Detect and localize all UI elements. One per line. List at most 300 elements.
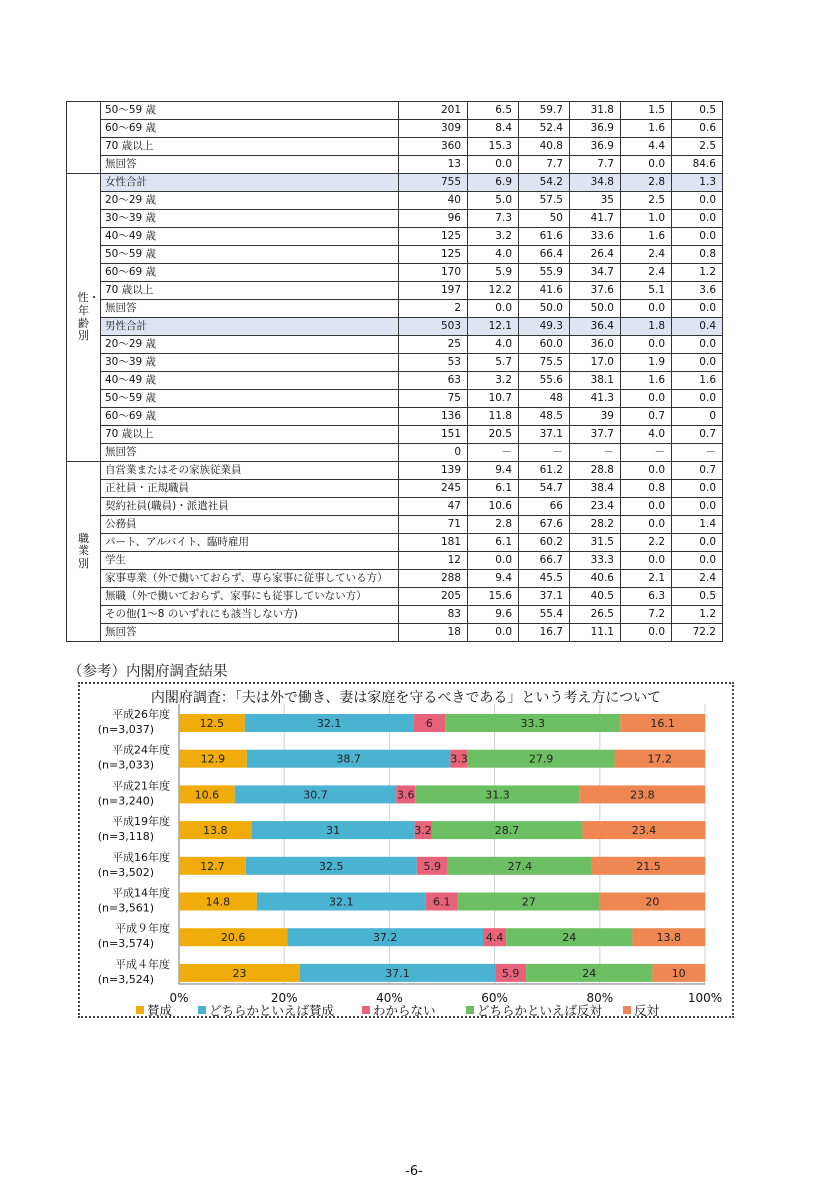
row-value: 55.4 bbox=[519, 606, 570, 624]
row-value: 170 bbox=[399, 264, 468, 282]
bar-data-label: 12.5 bbox=[199, 717, 225, 730]
reference-chart-box bbox=[78, 682, 734, 1018]
table-row bbox=[67, 552, 723, 570]
bar-data-label: 23.8 bbox=[630, 788, 655, 802]
row-value: 10.6 bbox=[468, 498, 519, 516]
row-value: 0.0 bbox=[672, 192, 723, 210]
row-value: 0.0 bbox=[672, 498, 723, 516]
table-row bbox=[67, 480, 723, 498]
bar-data-label: 30.7 bbox=[303, 788, 328, 802]
row-value: 181 bbox=[399, 534, 468, 552]
category-label: 平成16年度 bbox=[112, 850, 170, 864]
row-value: 8.4 bbox=[468, 120, 519, 138]
row-label: 自営業またはその家族従業員 bbox=[101, 462, 399, 480]
row-value: 151 bbox=[399, 426, 468, 444]
sample-size-label: (n=3,561) bbox=[97, 901, 154, 915]
row-value: 37.6 bbox=[570, 282, 621, 300]
table-row bbox=[67, 336, 723, 354]
row-value: 71 bbox=[399, 516, 468, 534]
row-value: 0.7 bbox=[672, 462, 723, 480]
row-label: 30～39 歳 bbox=[101, 210, 399, 228]
table-row bbox=[67, 246, 723, 264]
row-value: 45.5 bbox=[519, 570, 570, 588]
bar-data-label: 23 bbox=[232, 966, 247, 980]
table-row bbox=[67, 102, 723, 120]
row-value: 66.4 bbox=[519, 246, 570, 264]
bar-data-label: 20 bbox=[645, 895, 660, 909]
row-value: 34.7 bbox=[570, 264, 621, 282]
row-value: 197 bbox=[399, 282, 468, 300]
bar-data-label: 27.4 bbox=[507, 859, 533, 873]
row-value: 3.6 bbox=[672, 282, 723, 300]
row-label: 男性合計 bbox=[101, 318, 399, 336]
table-row bbox=[67, 372, 723, 390]
table-row bbox=[67, 570, 723, 588]
row-value: 0.0 bbox=[621, 300, 672, 318]
row-value: 36.0 bbox=[570, 336, 621, 354]
row-value: 55.9 bbox=[519, 264, 570, 282]
row-value: 0.0 bbox=[672, 480, 723, 498]
group-label bbox=[67, 174, 101, 462]
row-value: 50.0 bbox=[570, 300, 621, 318]
category-label: 平成21年度 bbox=[112, 779, 170, 793]
table-row bbox=[67, 534, 723, 552]
row-value: 38.1 bbox=[570, 372, 621, 390]
row-value: 40 bbox=[399, 192, 468, 210]
row-value: 57.5 bbox=[519, 192, 570, 210]
row-label: 70 歳以上 bbox=[101, 426, 399, 444]
row-value: 5.1 bbox=[621, 282, 672, 300]
row-label: 無回答 bbox=[101, 156, 399, 174]
bar-data-label: 12.7 bbox=[200, 859, 225, 873]
row-value: 0.0 bbox=[621, 336, 672, 354]
row-value: 0.0 bbox=[621, 156, 672, 174]
row-value: 72.2 bbox=[672, 624, 723, 642]
row-value: 0.8 bbox=[621, 480, 672, 498]
row-value: 2.2 bbox=[621, 534, 672, 552]
row-value: 1.0 bbox=[621, 210, 672, 228]
row-value: 1.6 bbox=[621, 120, 672, 138]
row-value: 40.6 bbox=[570, 570, 621, 588]
row-label: 50～59 歳 bbox=[101, 246, 399, 264]
row-value: 15.3 bbox=[468, 138, 519, 156]
row-value: 0.0 bbox=[468, 156, 519, 174]
bar-data-label: 32.1 bbox=[329, 895, 354, 909]
row-value: 6.9 bbox=[468, 174, 519, 192]
bar-data-label: 10 bbox=[671, 966, 686, 980]
row-value: 0.5 bbox=[672, 588, 723, 606]
legend-swatch bbox=[136, 1006, 144, 1014]
row-value: 5.0 bbox=[468, 192, 519, 210]
row-value: 0.4 bbox=[672, 318, 723, 336]
row-value: 40.5 bbox=[570, 588, 621, 606]
row-label: 無回答 bbox=[101, 624, 399, 642]
table-row bbox=[67, 426, 723, 444]
legend-swatch bbox=[623, 1006, 631, 1014]
row-value: 41.6 bbox=[519, 282, 570, 300]
row-label: 20～29 歳 bbox=[101, 192, 399, 210]
row-label: 正社員・正規職員 bbox=[101, 480, 399, 498]
row-value: 0.0 bbox=[672, 336, 723, 354]
row-value: 309 bbox=[399, 120, 468, 138]
row-value: 6.1 bbox=[468, 480, 519, 498]
row-value: 61.2 bbox=[519, 462, 570, 480]
row-value: － bbox=[468, 444, 519, 462]
row-value: 1.2 bbox=[672, 606, 723, 624]
row-value: 20.5 bbox=[468, 426, 519, 444]
row-value: 2.4 bbox=[621, 246, 672, 264]
row-label: 無回答 bbox=[101, 444, 399, 462]
legend-swatch bbox=[362, 1006, 370, 1014]
row-value: 53 bbox=[399, 354, 468, 372]
row-value: 96 bbox=[399, 210, 468, 228]
row-value: 1.6 bbox=[672, 372, 723, 390]
row-value: 47 bbox=[399, 498, 468, 516]
reference-heading: （参考）内閣府調査結果 bbox=[68, 664, 228, 680]
row-value: 55.6 bbox=[519, 372, 570, 390]
bar-data-label: 32.1 bbox=[316, 717, 342, 730]
row-value: 54.2 bbox=[519, 174, 570, 192]
row-value: 136 bbox=[399, 408, 468, 426]
row-value: 75 bbox=[399, 390, 468, 408]
row-value: 28.8 bbox=[570, 462, 621, 480]
row-value: 2 bbox=[399, 300, 468, 318]
row-value: － bbox=[621, 444, 672, 462]
category-label: 平成９年度 bbox=[115, 922, 170, 936]
row-value: 16.7 bbox=[519, 624, 570, 642]
row-value: 0.7 bbox=[672, 426, 723, 444]
row-label: 70 歳以上 bbox=[101, 138, 399, 156]
row-value: 1.4 bbox=[672, 516, 723, 534]
row-value: 201 bbox=[399, 102, 468, 120]
row-value: 63 bbox=[399, 372, 468, 390]
bar-data-label: 31.3 bbox=[485, 788, 510, 802]
sample-size-label: (n=3,240) bbox=[97, 794, 154, 808]
table-row bbox=[67, 606, 723, 624]
row-value: 50.0 bbox=[519, 300, 570, 318]
row-label: 60～69 歳 bbox=[101, 408, 399, 426]
table-row bbox=[67, 354, 723, 372]
row-value: 48 bbox=[519, 390, 570, 408]
row-value: 0 bbox=[399, 444, 468, 462]
table-row bbox=[67, 588, 723, 606]
bar-data-label: 6 bbox=[425, 717, 433, 730]
row-value: 0.0 bbox=[672, 210, 723, 228]
row-value: 49.3 bbox=[519, 318, 570, 336]
sample-size-label: (n=3,118) bbox=[97, 830, 154, 844]
row-value: 0.0 bbox=[621, 462, 672, 480]
row-label: 公務員 bbox=[101, 516, 399, 534]
row-value: 0.0 bbox=[621, 516, 672, 534]
x-tick-label: 20% bbox=[270, 991, 298, 1005]
bar-data-label: 37.1 bbox=[385, 966, 410, 980]
row-value: 40.8 bbox=[519, 138, 570, 156]
row-value: 35 bbox=[570, 192, 621, 210]
row-value: 37.1 bbox=[519, 426, 570, 444]
row-label: 60～69 歳 bbox=[101, 264, 399, 282]
row-value: 37.7 bbox=[570, 426, 621, 444]
row-value: 37.1 bbox=[519, 588, 570, 606]
row-value: 1.6 bbox=[621, 372, 672, 390]
sample-size-label: (n=3,502) bbox=[97, 865, 154, 879]
legend-label: わからない bbox=[373, 1003, 436, 1016]
bar-data-label: 20.6 bbox=[220, 931, 246, 945]
group-label-text: 職業別 bbox=[78, 531, 89, 570]
table-row bbox=[67, 444, 723, 462]
row-value: 0.0 bbox=[621, 624, 672, 642]
row-label: 契約社員(職員)・派遣社員 bbox=[101, 498, 399, 516]
row-value: 66.7 bbox=[519, 552, 570, 570]
row-value: 26.5 bbox=[570, 606, 621, 624]
row-value: 4.0 bbox=[621, 426, 672, 444]
row-value: 1.9 bbox=[621, 354, 672, 372]
row-label: 40～49 歳 bbox=[101, 228, 399, 246]
row-label: 40～49 歳 bbox=[101, 372, 399, 390]
bar-data-label: 3.6 bbox=[396, 788, 415, 802]
bar-data-label: 17.2 bbox=[647, 752, 673, 766]
row-value: 1.2 bbox=[672, 264, 723, 282]
category-label: 平成26年度 bbox=[112, 708, 170, 721]
row-value: 34.8 bbox=[570, 174, 621, 192]
row-value: 0.0 bbox=[468, 624, 519, 642]
bar-data-label: 27 bbox=[521, 895, 536, 909]
bar-data-label: 14.8 bbox=[205, 895, 231, 909]
row-value: 0.0 bbox=[672, 534, 723, 552]
row-value: 2.8 bbox=[621, 174, 672, 192]
row-value: 0.5 bbox=[672, 102, 723, 120]
table-row bbox=[67, 498, 723, 516]
row-value: 3.2 bbox=[468, 228, 519, 246]
row-value: 36.9 bbox=[570, 138, 621, 156]
bar-data-label: 31 bbox=[326, 824, 341, 838]
row-value: 0.0 bbox=[672, 552, 723, 570]
row-value: 755 bbox=[399, 174, 468, 192]
row-value: 11.1 bbox=[570, 624, 621, 642]
row-value: 9.4 bbox=[468, 570, 519, 588]
row-label: 60～69 歳 bbox=[101, 120, 399, 138]
survey-results-table bbox=[66, 101, 723, 642]
chart-title: 内閣府調査：「夫は外で働き、妻は家庭を守るべきである」という考え方について bbox=[150, 690, 662, 706]
bar-data-label: 5.9 bbox=[423, 859, 442, 873]
row-value: 125 bbox=[399, 228, 468, 246]
table-row bbox=[67, 390, 723, 408]
table-row bbox=[67, 462, 723, 480]
row-value: 0.0 bbox=[621, 498, 672, 516]
row-value: 33.6 bbox=[570, 228, 621, 246]
table-row bbox=[67, 120, 723, 138]
table-row bbox=[67, 624, 723, 642]
reference-stacked-bar-chart bbox=[80, 684, 732, 1016]
row-value: 0.0 bbox=[621, 390, 672, 408]
row-value: 0.6 bbox=[672, 120, 723, 138]
x-tick-label: 0% bbox=[169, 991, 189, 1005]
row-value: 503 bbox=[399, 318, 468, 336]
row-value: 60.2 bbox=[519, 534, 570, 552]
row-value: 48.5 bbox=[519, 408, 570, 426]
row-value: 31.8 bbox=[570, 102, 621, 120]
row-label: 家事専業（外で働いておらず、専ら家事に従事している方） bbox=[101, 570, 399, 588]
bar-data-label: 3.2 bbox=[414, 824, 432, 838]
row-value: 54.7 bbox=[519, 480, 570, 498]
row-value: 0.0 bbox=[672, 228, 723, 246]
table-row bbox=[67, 192, 723, 210]
row-value: 11.8 bbox=[468, 408, 519, 426]
row-value: 41.3 bbox=[570, 390, 621, 408]
row-value: 28.2 bbox=[570, 516, 621, 534]
row-label: その他(1～8 のいずれにも該当しない方) bbox=[101, 606, 399, 624]
legend-label: 反対 bbox=[634, 1003, 660, 1016]
bar-data-label: 10.6 bbox=[194, 788, 220, 802]
bar-data-label: 12.9 bbox=[200, 752, 226, 766]
row-value: 12.1 bbox=[468, 318, 519, 336]
row-value: 288 bbox=[399, 570, 468, 588]
bar-data-label: 13.8 bbox=[656, 931, 681, 945]
legend-label: どちらかといえば反対 bbox=[477, 1003, 603, 1016]
sample-size-label: (n=3,524) bbox=[97, 972, 154, 986]
bar-data-label: 13.8 bbox=[203, 824, 228, 838]
row-value: 9.4 bbox=[468, 462, 519, 480]
sample-size-label: (n=3,574) bbox=[97, 937, 154, 951]
row-value: 7.7 bbox=[519, 156, 570, 174]
category-label: 平成19年度 bbox=[112, 815, 170, 829]
row-value: 4.0 bbox=[468, 336, 519, 354]
bar-data-label: 21.5 bbox=[636, 859, 661, 873]
row-value: 360 bbox=[399, 138, 468, 156]
row-value: 9.6 bbox=[468, 606, 519, 624]
category-label: 平成24年度 bbox=[112, 743, 170, 757]
group-label-text: 性・年齢別 bbox=[77, 291, 100, 343]
row-value: 10.7 bbox=[468, 390, 519, 408]
bar-data-label: 27.9 bbox=[528, 752, 554, 766]
row-value: 0 bbox=[672, 408, 723, 426]
row-value: 0.0 bbox=[672, 300, 723, 318]
row-label: 女性合計 bbox=[101, 174, 399, 192]
category-label: 平成４年度 bbox=[115, 957, 170, 971]
row-value: 7.7 bbox=[570, 156, 621, 174]
sample-size-label: (n=3,033) bbox=[97, 758, 154, 772]
row-value: 2.5 bbox=[672, 138, 723, 156]
bar-data-label: 37.2 bbox=[372, 931, 398, 945]
bar-data-label: 5.9 bbox=[501, 966, 520, 980]
row-value: 31.5 bbox=[570, 534, 621, 552]
row-value: 60.0 bbox=[519, 336, 570, 354]
row-value: 205 bbox=[399, 588, 468, 606]
row-value: 23.4 bbox=[570, 498, 621, 516]
row-value: 61.6 bbox=[519, 228, 570, 246]
row-value: 12.2 bbox=[468, 282, 519, 300]
table-row bbox=[67, 210, 723, 228]
legend-label: 賛成 bbox=[147, 1003, 173, 1016]
group-label bbox=[67, 462, 101, 642]
row-value: 6.3 bbox=[621, 588, 672, 606]
row-value: 50 bbox=[519, 210, 570, 228]
group-label bbox=[67, 102, 101, 174]
row-value: 83 bbox=[399, 606, 468, 624]
row-value: 7.3 bbox=[468, 210, 519, 228]
bar-data-label: 24 bbox=[562, 931, 577, 945]
row-label: 50～59 歳 bbox=[101, 390, 399, 408]
row-label: 無回答 bbox=[101, 300, 399, 318]
row-value: 66 bbox=[519, 498, 570, 516]
table-row bbox=[67, 282, 723, 300]
row-value: 125 bbox=[399, 246, 468, 264]
table-total-row bbox=[67, 318, 723, 336]
row-value: 75.5 bbox=[519, 354, 570, 372]
row-value: 33.3 bbox=[570, 552, 621, 570]
row-value: 39 bbox=[570, 408, 621, 426]
legend-swatch bbox=[466, 1006, 474, 1014]
row-value: 5.9 bbox=[468, 264, 519, 282]
bar-data-label: 38.7 bbox=[336, 752, 361, 766]
row-value: 5.7 bbox=[468, 354, 519, 372]
bar-data-label: 32.5 bbox=[319, 859, 344, 873]
row-value: 41.7 bbox=[570, 210, 621, 228]
row-value: 26.4 bbox=[570, 246, 621, 264]
bar-data-label: 33.3 bbox=[520, 717, 545, 730]
row-value: 0.0 bbox=[672, 354, 723, 372]
row-value: 2.1 bbox=[621, 570, 672, 588]
bar-data-label: 3.3 bbox=[450, 752, 468, 766]
row-value: － bbox=[519, 444, 570, 462]
category-label: 平成14年度 bbox=[112, 886, 170, 900]
table-row bbox=[67, 138, 723, 156]
legend-label: どちらかといえば賛成 bbox=[209, 1003, 335, 1016]
x-tick-label: 80% bbox=[586, 991, 614, 1005]
row-value: 2.8 bbox=[468, 516, 519, 534]
page-number: -6- bbox=[405, 1164, 423, 1179]
bar-data-label: 4.4 bbox=[485, 931, 504, 945]
row-value: 1.8 bbox=[621, 318, 672, 336]
table-total-row bbox=[67, 174, 723, 192]
row-value: 59.7 bbox=[519, 102, 570, 120]
row-value: 38.4 bbox=[570, 480, 621, 498]
row-value: 245 bbox=[399, 480, 468, 498]
bar-data-label: 28.7 bbox=[494, 824, 520, 838]
row-label: 無職（外で働いておらず、家事にも従事していない方） bbox=[101, 588, 399, 606]
row-value: 36.4 bbox=[570, 318, 621, 336]
row-value: 15.6 bbox=[468, 588, 519, 606]
row-value: 7.2 bbox=[621, 606, 672, 624]
row-value: 1.6 bbox=[621, 228, 672, 246]
bar-data-label: 24 bbox=[582, 966, 597, 980]
row-value: 4.4 bbox=[621, 138, 672, 156]
bar-data-label: 23.4 bbox=[631, 824, 657, 838]
row-value: 0.0 bbox=[468, 300, 519, 318]
row-label: パート、アルバイト、臨時雇用 bbox=[101, 534, 399, 552]
row-label: 70 歳以上 bbox=[101, 282, 399, 300]
row-value: 2.4 bbox=[672, 570, 723, 588]
x-tick-label: 100% bbox=[687, 991, 723, 1005]
row-label: 50～59 歳 bbox=[101, 102, 399, 120]
bar-data-label: 6.1 bbox=[432, 895, 451, 909]
row-value: 1.3 bbox=[672, 174, 723, 192]
row-value: 1.5 bbox=[621, 102, 672, 120]
row-value: － bbox=[570, 444, 621, 462]
row-value: 0.0 bbox=[672, 390, 723, 408]
row-value: 0.0 bbox=[621, 552, 672, 570]
row-value: 18 bbox=[399, 624, 468, 642]
row-value: － bbox=[672, 444, 723, 462]
row-label: 20～29 歳 bbox=[101, 336, 399, 354]
row-value: 36.9 bbox=[570, 120, 621, 138]
table-row bbox=[67, 408, 723, 426]
row-label: 30～39 歳 bbox=[101, 354, 399, 372]
row-value: 12 bbox=[399, 552, 468, 570]
row-value: 25 bbox=[399, 336, 468, 354]
row-value: 0.8 bbox=[672, 246, 723, 264]
table-row bbox=[67, 264, 723, 282]
sample-size-label: (n=3,037) bbox=[97, 723, 154, 736]
